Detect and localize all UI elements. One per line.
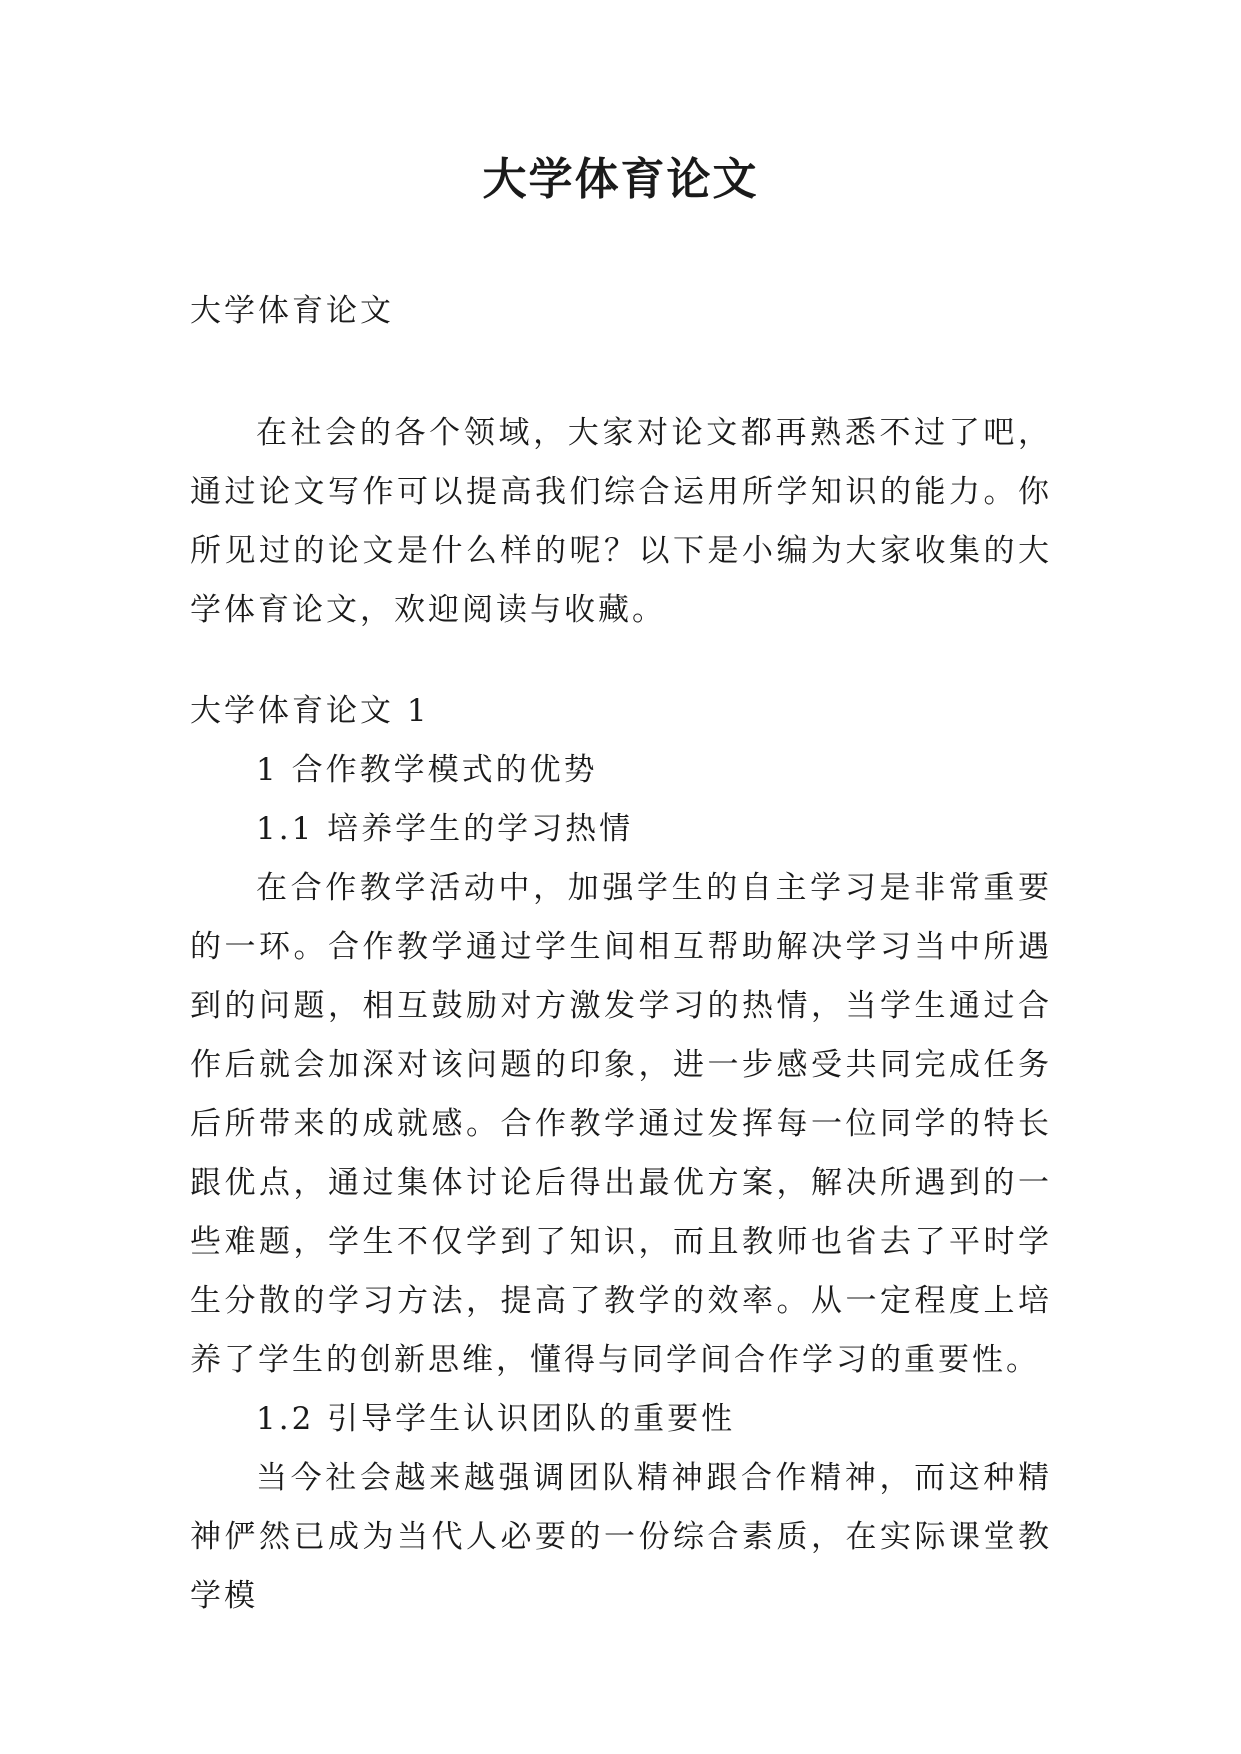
document-subtitle-block	[190, 282, 1052, 341]
paragraph-1-2: 当今社会越来越强调团队精神跟合作精神，而这种精神俨然已成为当代人必要的一份综合素质，在实际课堂教学模	[190, 1460, 1052, 1614]
paragraph-1-1: 在合作教学活动中，加强学生的自主学习是非常重要的一环。合作教学通过学生间相互帮助解决学习当中所遇到的问题，相互鼓励对方激发学习的热情，当学生通过合作后就会加深对该问题的印象，进一步感受共同完成任务后所带来的成就感。合作教学通过发挥每一位同学的特长跟优点，通过集体讨论后得出最优方案，解决所遇到的一些难题，学生不仅学到了知识，而且教师也省去了平时学生分散的学习方法，提高了教学的效率。从一定程度上培养了学生的创新思维，懂得与同学间合作学习的重要性。	[190, 870, 1052, 1378]
intro-block	[190, 404, 1052, 640]
section-1-block	[190, 682, 1052, 1626]
section-title: 大学体育论文 1	[190, 693, 430, 729]
document-title: 大学体育论文	[482, 154, 759, 205]
heading-1-2: 1.2 引导学生认识团队的重要性	[256, 1401, 736, 1437]
intro-paragraph: 在社会的各个领域，大家对论文都再熟悉不过了吧，通过论文写作可以提高我们综合运用所学知识的能力。你所见过的论文是什么样的呢？以下是小编为大家收集的大学体育论文，欢迎阅读与收藏。	[190, 415, 1052, 628]
heading-1-1: 1.1 培养学生的学习热情	[256, 811, 634, 847]
heading-1: 1 合作教学模式的优势	[256, 752, 598, 788]
document-subtitle: 大学体育论文	[190, 293, 394, 329]
